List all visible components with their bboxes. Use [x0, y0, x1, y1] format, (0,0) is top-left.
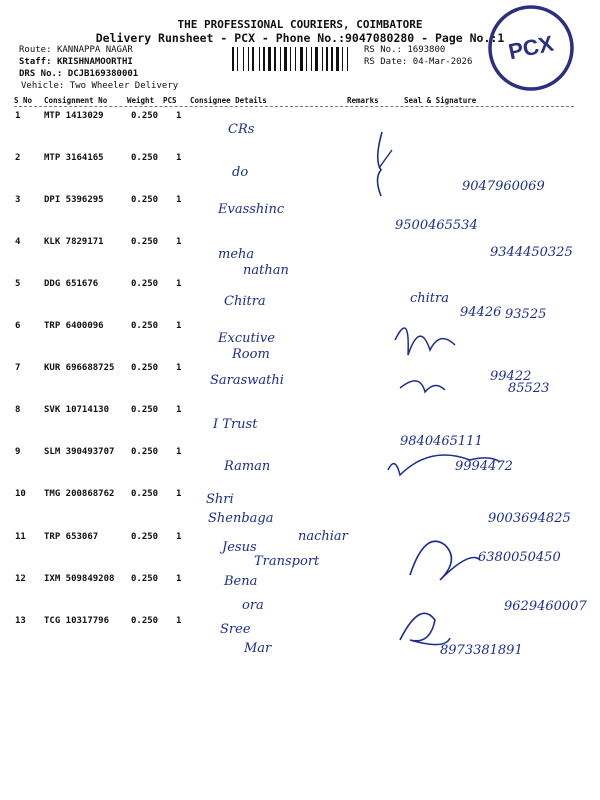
row-pcs: 1: [176, 153, 182, 164]
col-pcs: PCS: [163, 96, 177, 105]
rs-date-line: [364, 57, 472, 67]
barcode-bar: [239, 47, 242, 71]
barcode-bar: [282, 47, 283, 71]
barcode-bar: [277, 47, 279, 71]
row-consignment: TRP 653067: [44, 531, 99, 542]
consignee-note: Saraswathi: [210, 373, 284, 388]
barcode-bar: [268, 47, 271, 71]
barcode-bar: [311, 47, 312, 71]
seal-note: 9003694825: [488, 511, 571, 526]
row-weight: 0.250: [131, 363, 159, 374]
consignee-note: Shenbaga: [208, 511, 274, 526]
row-consignment: IXM 509849208: [44, 573, 115, 584]
barcode-bar: [336, 47, 339, 71]
barcode-bar: [259, 47, 260, 71]
barcode-bar: [274, 47, 276, 71]
barcode-bar: [340, 47, 341, 71]
row-weight: 0.250: [131, 615, 159, 626]
row-weight: 0.250: [131, 489, 159, 500]
table-row: [0, 405, 600, 447]
barcode-bar: [250, 47, 251, 71]
row-consignment: MTP 1413029: [44, 111, 104, 121]
rs-no-line: [364, 45, 445, 55]
barcode-bar: [300, 47, 303, 71]
barcode-bar: [245, 47, 247, 71]
company-title: THE PROFESSIONAL COURIERS, COIMBATORE: [177, 18, 423, 31]
seal-note: 94426: [460, 305, 502, 320]
consignee-note: Evasshinc: [218, 202, 285, 217]
consignee-note: ora: [242, 598, 264, 613]
barcode-bar: [290, 47, 291, 71]
table-row: [0, 153, 600, 195]
table-row: [0, 321, 600, 363]
row-weight: 0.250: [131, 531, 159, 542]
rs-no-label: RS No.:: [364, 45, 402, 55]
consignee-note: Bena: [224, 574, 258, 589]
barcode-bar: [313, 47, 314, 71]
table-row: [0, 616, 600, 658]
row-sno: 8: [15, 405, 21, 416]
row-pcs: 1: [176, 363, 182, 374]
row-consignment: TCG 10317796: [44, 615, 110, 626]
row-sno: 2: [15, 153, 21, 164]
barcode-bar: [261, 47, 262, 71]
table-row: [0, 574, 600, 616]
col-weight: Weight: [127, 96, 155, 105]
table-row: [0, 195, 600, 237]
barcode-bar: [347, 47, 348, 71]
route-line: [19, 45, 133, 55]
table-row: [0, 532, 600, 574]
row-pcs: 1: [176, 321, 182, 332]
consignee-note: nathan: [243, 263, 289, 278]
barcode: [232, 47, 358, 71]
vehicle-line: [21, 81, 178, 91]
barcode-bar: [297, 47, 299, 71]
runsheet-title: Delivery Runsheet - PCX - Phone No.:9047080280 - Page No.:1: [95, 31, 505, 45]
consignee-note: CRs: [228, 122, 255, 137]
col-seal: Seal & Signature: [404, 96, 477, 105]
drs-line: [19, 69, 138, 79]
col-consignment: Consignment No: [44, 96, 108, 105]
staff-line: [19, 57, 133, 67]
staff-value: KRISHNAMOORTHI: [56, 57, 133, 67]
col-remarks: Remarks: [347, 96, 379, 105]
row-sno: 1: [15, 111, 21, 121]
row-weight: 0.250: [131, 321, 159, 332]
seal-note: 85523: [508, 381, 550, 396]
row-pcs: 1: [176, 237, 182, 248]
vehicle-label: Vehicle:: [21, 81, 65, 91]
row-weight: 0.250: [131, 279, 159, 290]
drs-value: DCJB169380001: [67, 69, 139, 79]
seal-note: 9047960069: [462, 179, 545, 194]
row-consignment: KLK 7829171: [44, 237, 104, 248]
seal-note: 99422: [490, 369, 532, 384]
row-consignment: SLM 390493707: [44, 447, 115, 458]
barcode-bar: [349, 47, 351, 71]
row-weight: 0.250: [131, 111, 159, 121]
barcode-bar: [315, 47, 318, 71]
row-weight: 0.250: [131, 195, 159, 206]
seal-note: 93525: [505, 307, 547, 322]
barcode-bar: [308, 47, 310, 71]
table-row: [0, 363, 600, 405]
row-pcs: 1: [176, 195, 182, 206]
row-pcs: 1: [176, 279, 182, 290]
row-weight: 0.250: [131, 237, 159, 248]
barcode-bar: [252, 47, 254, 71]
barcode-bar: [292, 47, 294, 71]
row-weight: 0.250: [131, 573, 159, 584]
barcode-bar: [322, 47, 323, 71]
consignee-note: Shri: [206, 492, 234, 507]
row-pcs: 1: [176, 531, 182, 542]
row-consignment: KUR 696688725: [44, 363, 115, 374]
row-weight: 0.250: [131, 405, 159, 416]
row-sno: 7: [15, 363, 21, 374]
barcode-bar: [263, 47, 265, 71]
barcode-bar: [326, 47, 328, 71]
barcode-bar: [243, 47, 244, 71]
row-sno: 4: [15, 237, 21, 248]
barcode-bar: [334, 47, 335, 71]
consignee-note: Raman: [224, 459, 271, 474]
barcode-bar: [304, 47, 305, 71]
barcode-bar: [255, 47, 258, 71]
row-sno: 13: [15, 615, 26, 626]
row-pcs: 1: [176, 615, 182, 626]
drs-label: DRS No.:: [19, 69, 63, 79]
rs-date-label: RS Date:: [364, 57, 408, 67]
row-pcs: 1: [176, 405, 182, 416]
barcode-bar: [342, 47, 343, 71]
barcode-bar: [306, 47, 307, 71]
row-sno: 9: [15, 447, 21, 458]
seal-note: 9500465534: [395, 218, 478, 233]
barcode-bar: [284, 47, 287, 71]
consignee-note: I Trust: [213, 417, 258, 432]
barcode-bar: [232, 47, 234, 71]
consignee-note: Excutive: [218, 331, 275, 346]
seal-note: 9994472: [455, 459, 513, 474]
row-consignment: MTP 3164165: [44, 153, 104, 164]
barcode-bar: [248, 47, 249, 71]
row-weight: 0.250: [131, 447, 159, 458]
staff-label: Staff:: [19, 57, 52, 67]
barcode-bar: [266, 47, 267, 71]
barcode-bar: [272, 47, 273, 71]
barcode-bar: [288, 47, 289, 71]
consignee-note: nachiar: [298, 529, 348, 544]
stamp-text: PCX: [506, 30, 556, 65]
consignee-note: meha: [218, 247, 255, 262]
seal-note: 6380050450: [478, 550, 561, 565]
table-row: [0, 279, 600, 321]
row-pcs: 1: [176, 447, 182, 458]
route-value: KANNAPPA NAGAR: [56, 45, 133, 55]
consignee-note: Mar: [244, 641, 272, 656]
seal-note: 9344450325: [490, 245, 573, 260]
seal-note: 8973381891: [440, 643, 523, 658]
barcode-bar: [324, 47, 325, 71]
pcx-stamp: [485, 2, 577, 94]
row-consignment: SVK 10714130: [44, 405, 110, 416]
col-consignee: Consignee Details: [190, 96, 267, 105]
header-divider: [14, 106, 574, 107]
barcode-bar: [237, 47, 238, 71]
seal-note: chitra: [410, 291, 449, 306]
consignee-note: Room: [232, 347, 270, 362]
row-sno: 12: [15, 573, 26, 584]
row-pcs: 1: [176, 489, 182, 500]
consignee-note: do: [232, 165, 249, 180]
barcode-bar: [344, 47, 346, 71]
barcode-bar: [329, 47, 330, 71]
table-row: [0, 447, 600, 489]
barcode-bar: [295, 47, 296, 71]
row-sno: 11: [15, 531, 26, 542]
consignee-note: Sree: [220, 622, 251, 637]
seal-note: 9840465111: [400, 434, 483, 449]
consignee-note: Jesus: [222, 540, 257, 555]
row-pcs: 1: [176, 111, 182, 121]
consignee-note: Chitra: [224, 294, 266, 309]
table-row: [0, 111, 600, 153]
table-row: [0, 237, 600, 279]
seal-note: 9629460007: [504, 599, 587, 614]
barcode-bar: [319, 47, 321, 71]
row-sno: 3: [15, 195, 21, 206]
route-label: Route:: [19, 45, 52, 55]
row-weight: 0.250: [131, 153, 159, 164]
row-sno: 6: [15, 321, 21, 332]
row-consignment: DPI 5396295: [44, 195, 104, 206]
consignee-note: Transport: [254, 554, 320, 569]
row-consignment: TMG 200868762: [44, 489, 115, 500]
rs-date-value: 04-Mar-2026: [412, 57, 473, 67]
table-row: [0, 489, 600, 531]
rs-no-value: 1693800: [407, 45, 446, 55]
barcode-bar: [235, 47, 236, 71]
row-consignment: DDG 651676: [44, 279, 99, 290]
col-sno: S No: [14, 96, 33, 105]
row-sno: 5: [15, 279, 21, 290]
barcode-bar: [280, 47, 281, 71]
row-pcs: 1: [176, 573, 182, 584]
barcode-bar: [331, 47, 333, 71]
row-consignment: TRP 6400096: [44, 321, 104, 332]
vehicle-value: Two Wheeler Delivery: [69, 81, 179, 91]
row-sno: 10: [15, 489, 26, 500]
